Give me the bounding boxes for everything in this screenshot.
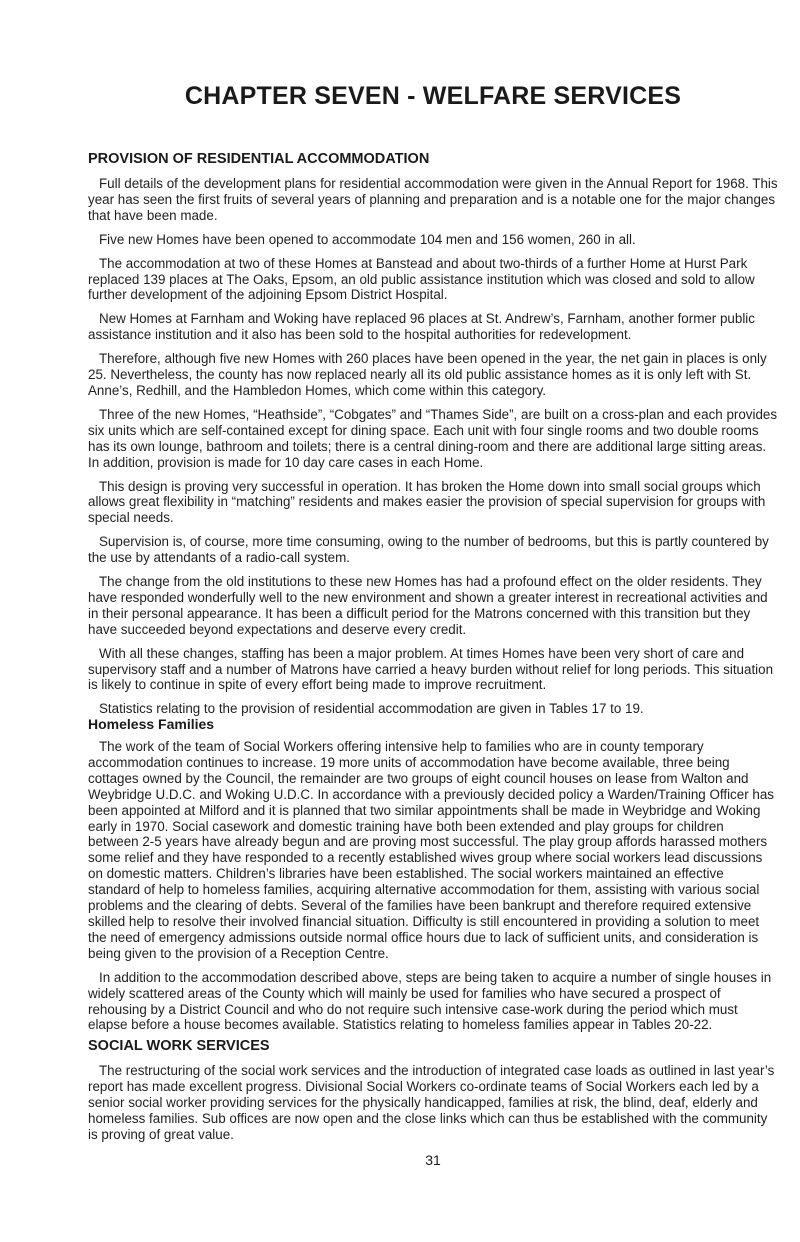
paragraph: The change from the old institutions to these new Homes has had a profound effect on the older residents. They have responded wonderfully well to the new environment and shown a greater interest in recreational activities and in their personal appearance. It has been a difficult period for the Matrons concerned with this transition but they have succeeded beyond expectations and deserve every credit.: [88, 574, 768, 637]
section-homeless-families: [88, 715, 778, 1041]
page-number: 31: [425, 1152, 441, 1168]
section-heading: PROVISION OF RESIDENTIAL ACCOMMODATION: [88, 151, 430, 167]
paragraph: This design is proving very successful in operation. It has broken the Home down into small social groups which allows great flexibility in “matching” residents and makes easier the provision of special supervision for groups with special needs.: [88, 478, 766, 526]
paragraph: The work of the team of Social Workers offering intensive help to families who are in county temporary accommodation continues to increase. 19 more units of accommodation have become available, three being cottages owned by the Council, the remainder are two groups of eight council houses on lease from Walton and Weybridge U.D.C. and Woking U.D.C. In accordance with a previously decided policy a Warden/Training Officer has been appointed at Milford and it is planned that two similar appointments shall be made in Weybridge and Woking early in 1970. Social casework and domestic training have both been extended and play groups for children between 2-5 years have already begun and are proving most successful. The play group affords harassed mothers some relief and they have responded to a recently established wives group where social workers lead discussions on domestic matters. Children’s libraries have been established. The social workers maintained an effective standard of help to homeless families, acquiring alternative accommodation for them, assisting with various social problems and the clearing of debts. Several of the families have been bankrupt and therefore required extensive skilled help to resolve their involved financial situation. Difficulty is still encountered in providing a solution to meet the need of emergency admissions outside normal office hours due to lack of sufficient units, and consideration is being given to the provision of a Reception Centre.: [88, 739, 774, 961]
paragraph: The accommodation at two of these Homes at Banstead and about two-thirds of a further Home at Hurst Park replaced 139 places at The Oaks, Epsom, an old public assistance institution which was closed and sold to allow further development of the adjoining Epsom District Hospital.: [88, 255, 755, 303]
paragraph: Statistics relating to the provision of residential accommodation are given in Tables 17 to 19.: [99, 701, 644, 717]
paragraph: With all these changes, staffing has been a major problem. At times Homes have been very short of care and supervisory staff and a number of Matrons have carried a heavy burden without relief for long periods. This situation is likely to continue in spite of every effort being made to improve recruitment.: [88, 645, 774, 693]
section-social-work-services: [88, 1037, 778, 1151]
paragraph: New Homes at Farnham and Woking have replaced 96 places at St. Andrew’s, Farnham, another former public assistance institution and it also has been sold to the hospital authorities for redevelopment.: [88, 311, 755, 343]
subsection-heading: Homeless Families: [88, 716, 215, 732]
section-residential-accommodation: [88, 150, 778, 725]
paragraph: Full details of the development plans for residential accommodation were given in the Annual Report for 1968. This year has seen the first fruits of several years of planning and preparation and is a notable one for the major changes that have been made.: [88, 176, 778, 223]
paragraph: Therefore, although five new Homes with 260 places have been opened in the year, the net gain in places is only 25. Nevertheless, the county has now replaced nearly all its old public assistance homes as it is only left with St. Anne’s, Redhill, and the Hambledon Homes, which come within this category.: [88, 351, 767, 398]
paragraph: In addition to the accommodation described above, steps are being taken to acquire a number of single houses in widely scattered areas of the County which will mainly be used for families who have secured a prospect of rehousing by a District Council and who do not require such intensive case-work during the period which must elapse before a house becomes available. Statistics relating to homeless families appear in Tables 20-22.: [88, 969, 772, 1033]
section-heading: SOCIAL WORK SERVICES: [88, 1038, 270, 1054]
paragraph: Supervision is, of course, more time consuming, owing to the number of bedrooms, but this is partly countered by the use by attendants of a radio-call system.: [88, 534, 769, 566]
paragraph: Three of the new Homes, “Heathside”, “Cobgates” and “Thames Side”, are built on a cross-plan and each provides six units which are self-contained except for dining space. Each unit with four single rooms and two double rooms has its own lounge, bathroom and toilets; there is a central dining-room and there are additional large sitting areas. In addition, provision is made for 10 day care cases in each Home.: [88, 406, 778, 470]
paragraph: Five new Homes have been opened to accommodate 104 men and 156 women, 260 in all.: [99, 231, 636, 247]
chapter-title: CHAPTER SEVEN - WELFARE SERVICES: [184, 82, 682, 110]
paragraph: The restructuring of the social work services and the introduction of integrated case loads as outlined in last year’s report has made excellent progress. Divisional Social Workers co-ordinate teams of Social Workers each led by a senior social worker providing services for the physically handicapped, families at risk, the blind, deaf, elderly and homeless families. Sub offices are now open and the close links which can thus be established with the community is proving of great value.: [88, 1063, 775, 1142]
